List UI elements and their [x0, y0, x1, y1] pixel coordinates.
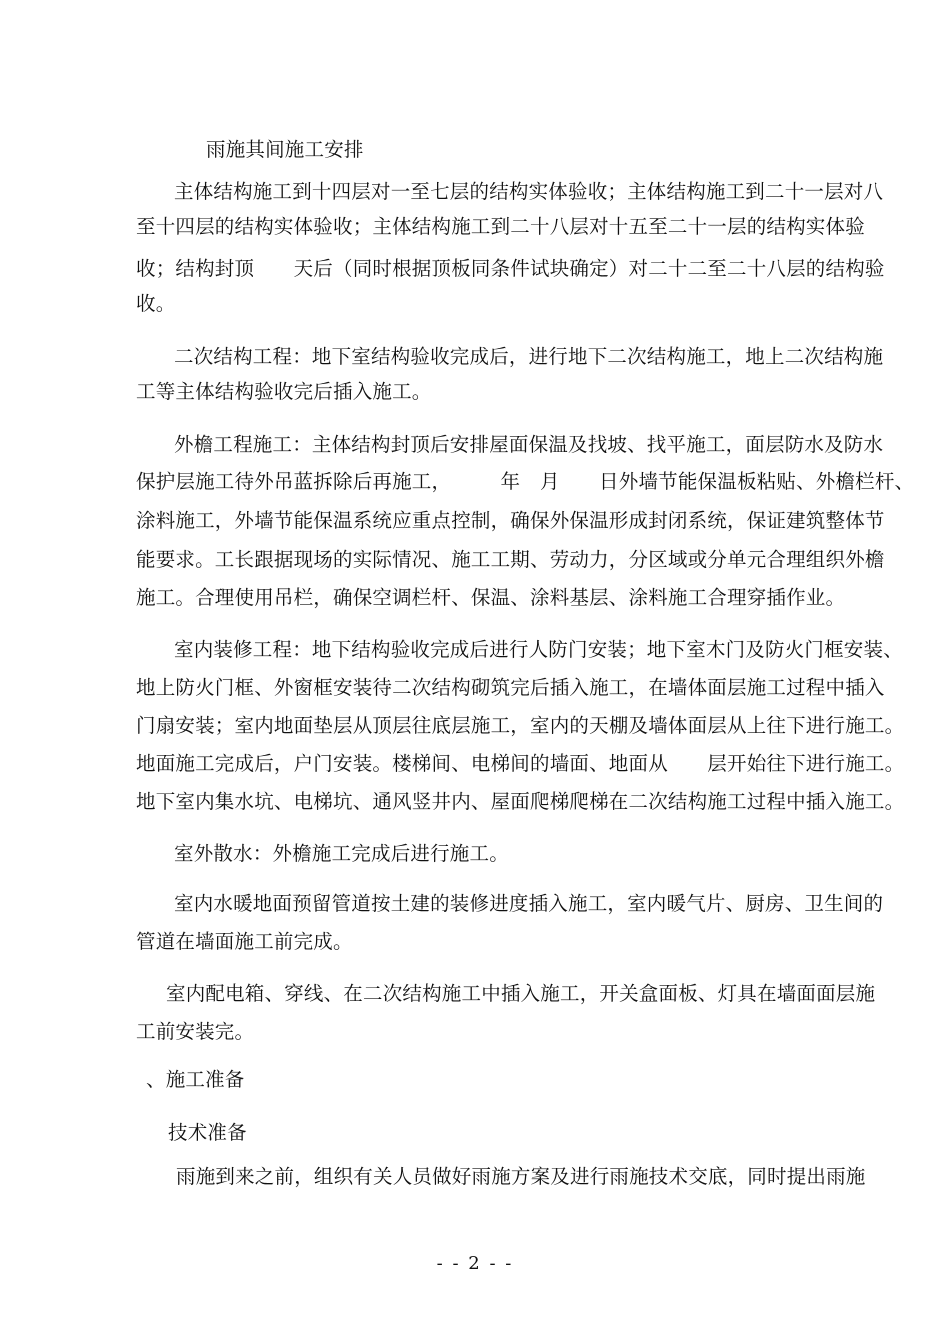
eaves-paragraph-line-3: 涂料施工，外墙节能保温系统应重点控制，确保外保温形成封闭系统，保证建筑整体节 [136, 509, 885, 532]
electrical-paragraph-line-2: 工前安装完。 [136, 1020, 255, 1043]
eaves-paragraph-line-5: 施工。合理使用吊栏，确保空调栏杆、保温、涂料基层、涂料施工合理穿插作业。 [136, 586, 846, 609]
plumbing-paragraph-line-2: 管道在墙面施工前完成。 [136, 930, 353, 953]
page-number: - - 2 - - [436, 1253, 514, 1274]
eaves-paragraph-line-4: 能要求。工长跟据现场的实际情况、施工工期、劳动力，分区域或分单元合理组织外檐 [136, 548, 885, 571]
subsection-heading-technical-preparation: 技术准备 [168, 1121, 247, 1144]
electrical-paragraph-line-1: 室内配电箱、穿线、在二次结构施工中插入施工，开关盒面板、灯具在墙面面层施 [166, 982, 876, 1005]
apron-paragraph: 室外散水：外檐施工完成后进行施工。 [174, 842, 509, 865]
secondary-paragraph-line-2: 工等主体结构验收完后插入施工。 [136, 380, 432, 403]
interior-paragraph-line-5: 地下室内集水坑、电梯坑、通风竖井内、屋面爬梯爬梯在二次结构施工过程中插入施工。 [136, 790, 905, 813]
eaves-paragraph-line-1: 外檐工程施工：主体结构封顶后安排屋面保温及找坡、找平施工，面层防水及防水 [174, 433, 884, 456]
interior-paragraph-line-1: 室内装修工程：地下结构验收完成后进行人防门安装；地下室木门及防火门框安装、 [174, 638, 903, 661]
section-heading-preparation: 、施工准备 [146, 1068, 245, 1091]
eaves-paragraph-line-2: 保护层施工待外吊蓝拆除后再施工， 年 月 日外墙节能保温板粘贴、外檐栏杆、 [136, 470, 915, 493]
structure-paragraph-line-3: 收；结构封顶 天后（同时根据顶板同条件试块确定）对二十二至二十八层的结构验 [136, 257, 885, 280]
technical-paragraph-line-1: 雨施到来之前，组织有关人员做好雨施方案及进行雨施技术交底，同时提出雨施 [176, 1165, 866, 1188]
plumbing-paragraph-line-1: 室内水暖地面预留管道按土建的装修进度插入施工，室内暖气片、厨房、卫生间的 [174, 892, 884, 915]
interior-paragraph-line-2: 地上防火门框、外窗框安装待二次结构砌筑完后插入施工，在墙体面层施工过程中插入 [136, 676, 885, 699]
interior-paragraph-line-3: 门扇安装；室内地面垫层从顶层往底层施工，室内的天棚及墙体面层从上往下进行施工。 [136, 714, 905, 737]
structure-paragraph-line-4: 收。 [136, 292, 176, 315]
interior-paragraph-line-4: 地面施工完成后，户门安装。楼梯间、电梯间的墙面、地面从 层开始往下进行施工。 [136, 752, 905, 775]
structure-paragraph-line-1: 主体结构施工到十四层对一至七层的结构实体验收；主体结构施工到二十一层对八 [174, 180, 884, 203]
section-heading-rain-schedule: 雨施其间施工安排 [206, 138, 364, 161]
secondary-paragraph-line-1: 二次结构工程：地下室结构验收完成后，进行地下二次结构施工，地上二次结构施 [174, 345, 884, 368]
structure-paragraph-line-2: 至十四层的结构实体验收；主体结构施工到二十八层对十五至二十一层的结构实体验 [136, 215, 865, 238]
